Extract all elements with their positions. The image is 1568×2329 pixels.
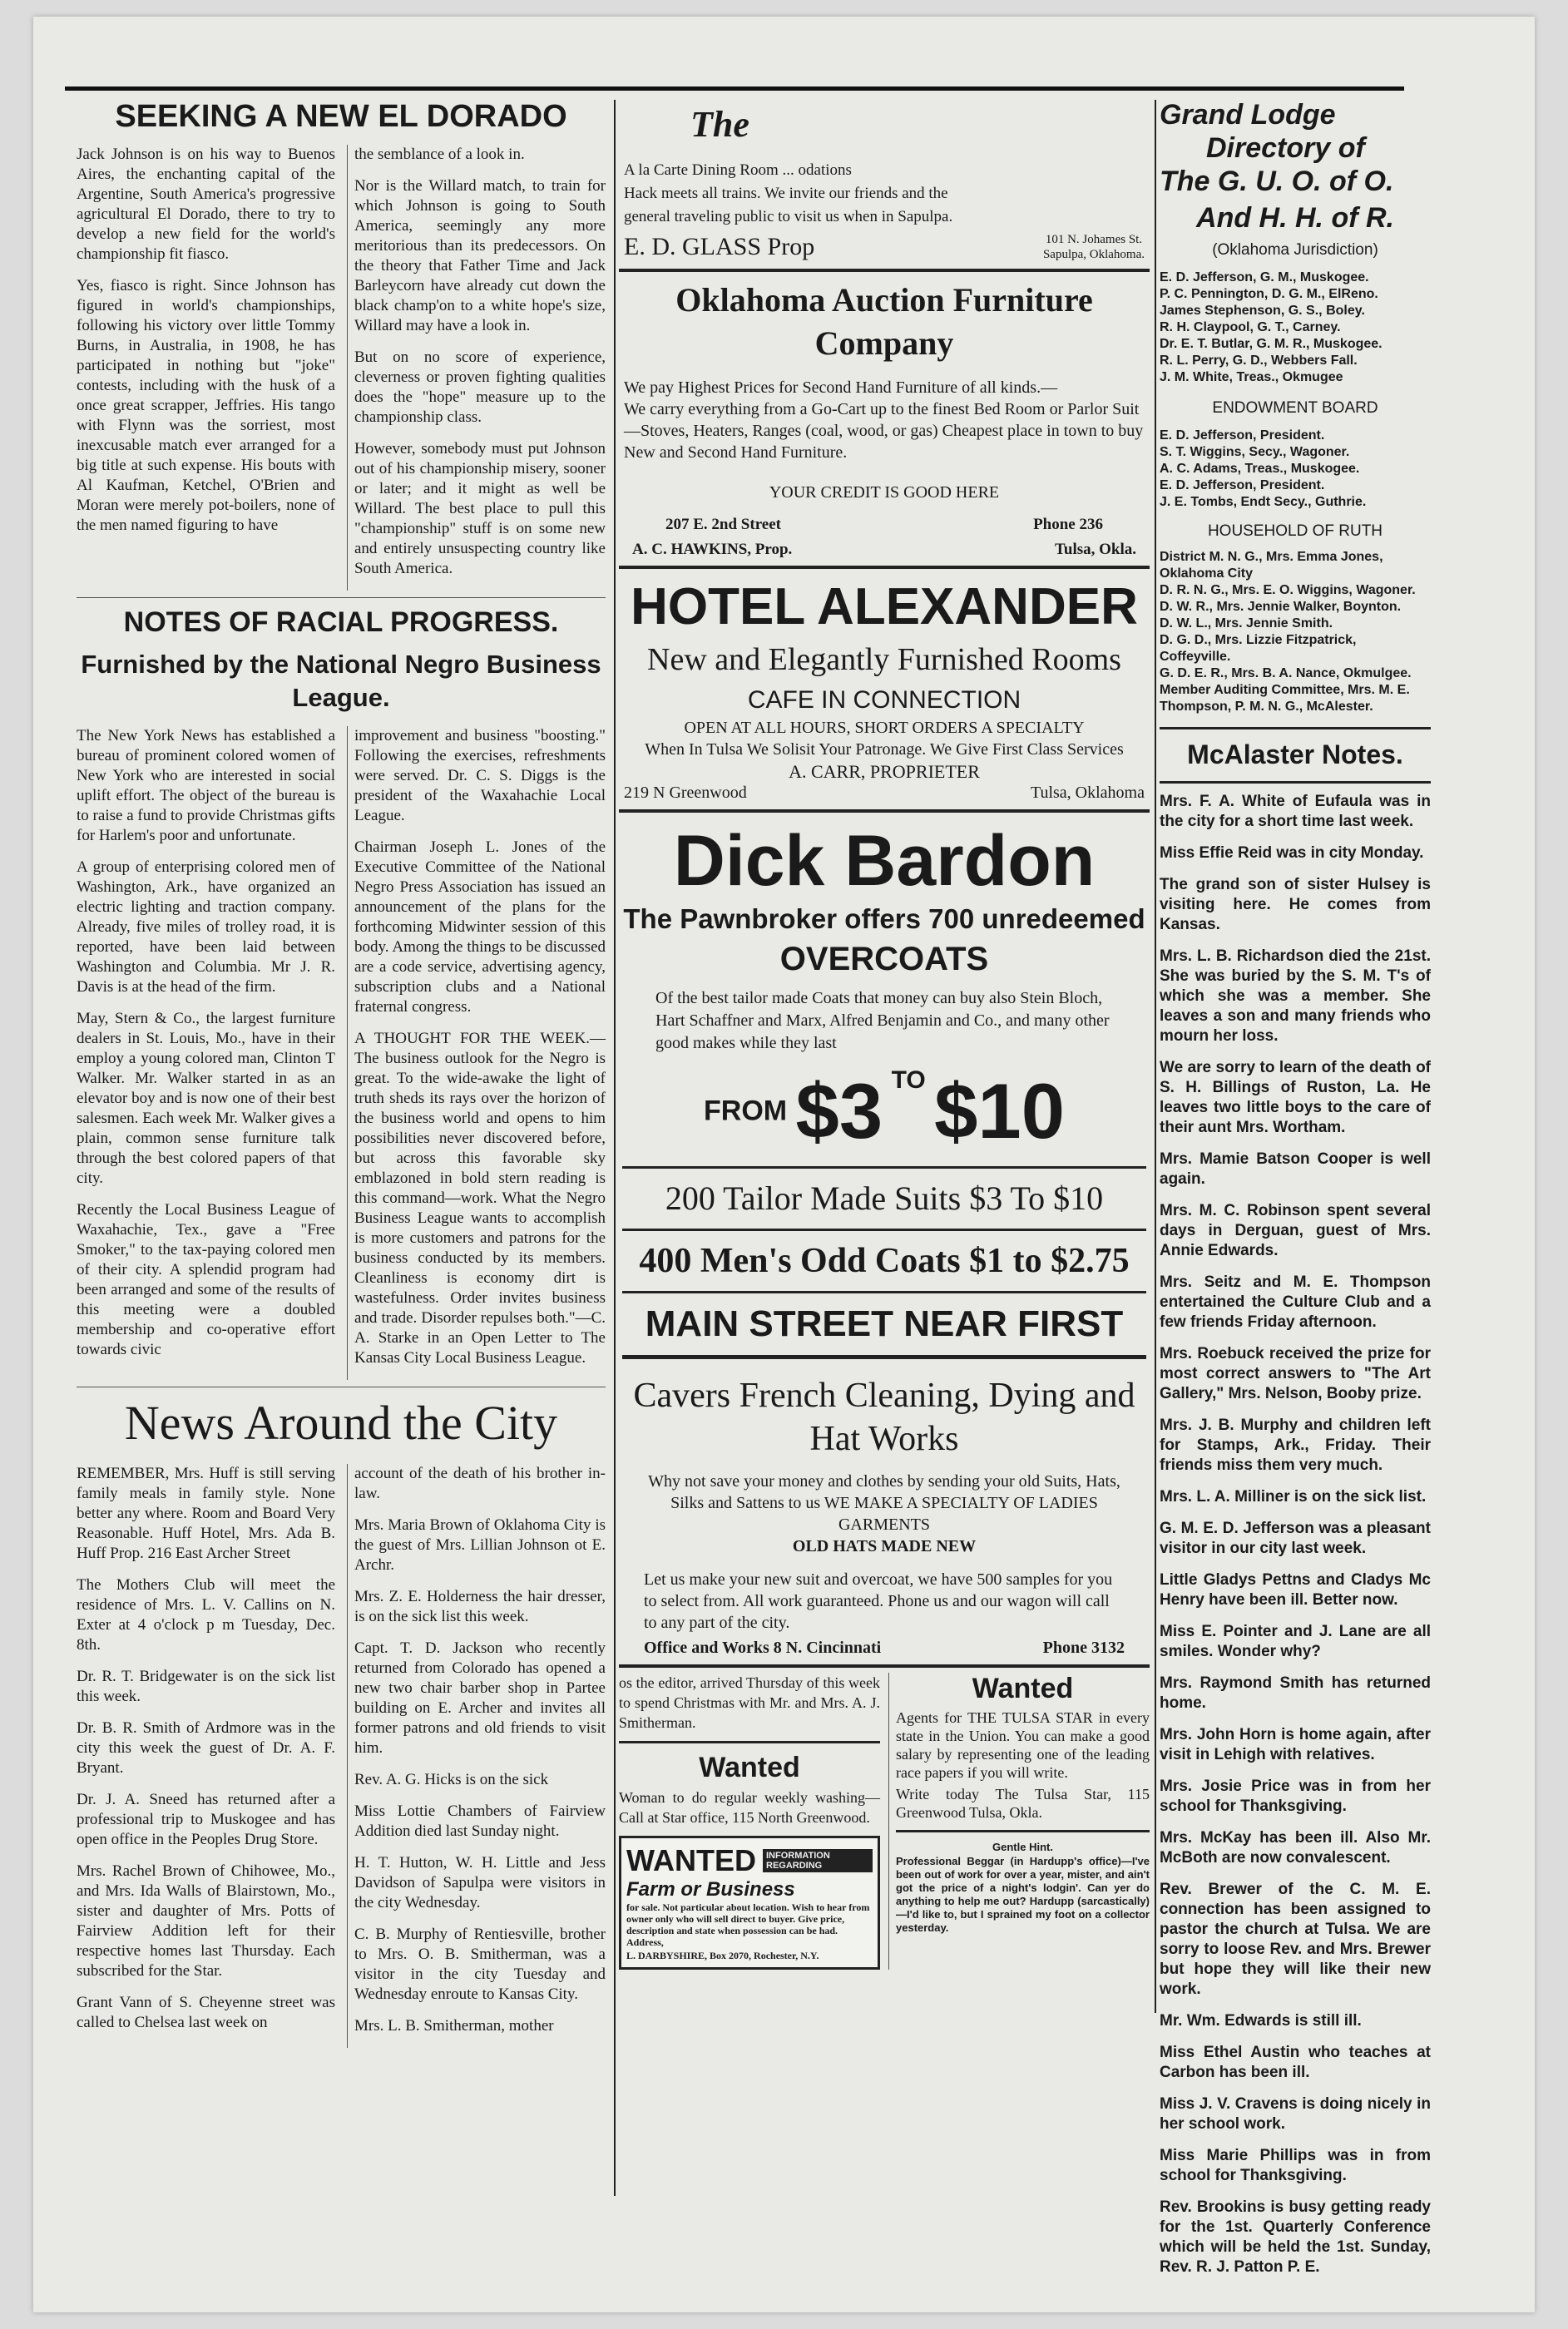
article-racial-progress-col2 [347,726,606,1380]
ad-title: Oklahoma Auction Furniture Company [675,281,1093,362]
article-el-dorado [77,145,606,591]
article-el-dorado-col2 [347,145,606,591]
officer: P. C. Pennington, D. G. M., ElReno. [1160,287,1378,301]
article-news-col2 [347,1464,606,2048]
paragraph: Yes, fiasco is right. Since Johnson has figured in world's championships, following his victory over little Tommy Burns, in Australia, in 1908, he has participated in nothing but "joke" contests, including with the husk of a once great scrapper, Jeffries. His tango with Flynn was the sorriest, most inexcusable match ever arranged for a big title at such expense. His bouts with Al Kaufman, Ketchel, O'Brien and Moran were merely pot-boilers, none of the men named figuring to have [77,277,335,534]
ad-item: OVERCOATS [779,941,989,977]
paragraph: Write today The Tulsa Star, 115 Greenwood Tulsa, Okla. [896,1786,1150,1821]
ruth-member: D. W. L., Mrs. Jennie Smith. [1160,616,1333,630]
paragraph: May, Stern & Co., the largest furniture dealers in St. Louis, Mo., have in their employ a young colored man, Clinton T Walker. Mr. Walker started in as an elevator boy and is now one of their best salesmen. Each week Mr. Walker gives a plain, common sense furniture talk through the best colored papers of that city. [77,1010,335,1187]
ad-text: Of the best tailor made Coats that money can buy also Stein Bloch, Hart Schaffner and Marx, Alfred Benjamin and Co., and many other good makes while they last [655,989,1110,1052]
endowment-member: E. D. Jefferson, President. [1160,428,1325,443]
ad-suits: 200 Tailor Made Suits $3 To $10 [665,1179,1104,1217]
ruth-member: D. G. D., Mrs. Lizzie Fitzpatrick, Coffeyville. [1160,633,1357,664]
ad-text: We pay Highest Prices for Second Hand Furniture of all kinds.— [624,378,1058,397]
wanted-title: Wanted [972,1673,1074,1704]
note: Little Gladys Pettns and Cladys Mc Henry have been ill. Better now. [1160,1571,1431,1609]
paragraph: Professional Beggar (in Hardupp's office)—I've been out of work for over a year, mister, and ain't got the price of a night's lodgin'. Can yer do anything to help me out? Hardupp (sarcastically)—I'd like to, but I sprained my foot on a collector yesterday. [896,1855,1150,1934]
paragraph: the semblance of a look in. [354,146,525,163]
divider [622,1166,1146,1169]
paragraph: Rev. A. G. Hicks is on the sick [354,1771,549,1788]
paragraph: But on no score of experience, cleverness or proven fighting qualities does the "hope" measure up to the championship class. [354,349,606,426]
note: G. M. E. D. Jefferson was a pleasant visitor in our city last week. [1160,1520,1431,1557]
ad-city: Tulsa, Okla. [1054,541,1136,558]
ad-address: 101 N. Johames St. [1045,233,1143,246]
ad-dick-bardon [619,813,1150,1374]
paragraph: However, somebody must put Johnson out of his championship misery, sooner or later; and it might as well be Willard. The best place to pull this "championship" stuff is on some new and entirely unsuspecting country like South America. [354,440,606,577]
paragraph: Mrs. Z. E. Holderness the hair dresser, is on the sick list this week. [354,1588,606,1625]
endowment-member: J. E. Tombs, Endt Secy., Guthrie. [1160,495,1367,509]
article-subtitle-racial-progress: Furnished by the National Negro Business League. [81,650,601,712]
bottom-ads [619,1673,1150,1970]
ad-subtitle: CAFE IN CONNECTION [747,686,1021,714]
bottom-right-ads [888,1673,1150,1970]
ad-to: TO [891,1066,926,1094]
ad-hotel-sapulpa [619,98,1150,272]
ad-address: Sapulpa, Oklahoma. [1042,248,1145,261]
paragraph: REMEMBER, Mrs. Huff is still serving family meals in family style. None better any where. Room and Board Very Reasonable. Huff Hotel, Mrs. Ada B. Huff Prop. 216 East Archer Street [77,1465,335,1562]
ad-title: Cavers French Cleaning, Dying and Hat Works [633,1377,1135,1458]
note: Mrs. Seitz and M. E. Thompson entertained the Culture Club and a few friends Friday afternoon. [1160,1273,1431,1331]
ad-text: We carry everything from a Go-Cart up to the finest Bed Room or Parlor Suit—Stoves, Heaters, Ranges (coal, wood, or gas) Cheapest place in town to buy New and Second Hand Furniture. [624,400,1144,462]
ad-text: Hack meets all trains. We invite our friends and the [624,185,948,202]
ad-title: The [690,104,749,145]
endowment-member: E. D. Jefferson, President. [1160,478,1325,492]
divider [622,1355,1146,1359]
top-rule [65,87,1404,91]
farm-ad-text: for sale. Not particular about location. Wish to hear from owner only who will sell direct to buyer. Give price, description and state when possession can be had. Address, [626,1901,870,1948]
paragraph: account of the death of his brother in-law. [354,1465,606,1502]
endowment-member: A. C. Adams, Treas., Muskogee. [1160,462,1360,476]
ruth-member: D. R. N. G., Mrs. E. O. Wiggins, Wagoner. [1160,583,1416,597]
article-title-news-around-city: News Around the City [124,1396,558,1450]
article-news-col1 [77,1464,335,2048]
note: Miss Effie Reid was in city Monday. [1160,844,1424,862]
note: Mrs. John Horn is home again, after visit in Lehigh with relatives. [1160,1726,1431,1763]
note: Mrs. Josie Price was in from her school for Thanksgiving. [1160,1778,1431,1815]
article-news-around-city [77,1464,606,2048]
article-title-racial-progress: NOTES OF RACIAL PROGRESS. [123,606,559,638]
ruth-member: District M. N. G., Mrs. Emma Jones, Oklahoma City [1160,550,1383,581]
ad-from: FROM [704,1095,788,1127]
farm-ad-subtitle: Farm or Business [626,1878,795,1901]
bottom-left-ads [619,1673,880,1970]
paragraph: os the editor, arrived Thursday of this week to spend Christmas with Mr. and Mrs. A. J. Smitherman. [619,1674,880,1731]
note: Mrs. L. B. Richardson died the 21st. She was buried by the S. M. T's of which she was a member. She leaves a son and many friends who mourn her loss. [1160,947,1431,1045]
paragraph: The New York News has established a bureau of prominent colored women of New York who are interested in social uplift effort. The object of the bureau is to raise a fund to provide Christmas gifts for Harlem's poor and unfortunate. [77,727,335,844]
paragraph: The Mothers Club will meet the residence of Mrs. L. V. Callins on N. Exter at 4 o'clock p m Tuesday, Dec. 8th. [77,1576,335,1654]
paragraph: Mrs. Maria Brown of Oklahoma City is the guest of Mrs. Lillian Johnson ot E. Archr. [354,1516,606,1574]
ad-phone: Phone 3132 [1042,1639,1125,1657]
ad-price-low: $3 [795,1067,883,1155]
note: Mrs. McKay has been ill. Also Mr. McBoth are now convalescent. [1160,1829,1431,1867]
paragraph: Capt. T. D. Jackson who recently returned from Colorado has opened a new two chair barber shop in Partee building on E. Archer and invites all former patrons and old friends to visit him. [354,1639,606,1757]
paragraph: Nor is the Willard match, to train for which Johnson is going to South America, seemingly any more meritorious than its predecessors. On the theory that Father Time and Jack Barleycorn have already cut down the black champ'on to a white hope's size, Willard may have a look in. [354,177,606,334]
ad-address: 219 N Greenwood [624,784,747,802]
note: Rev. Brookins is busy getting ready for the 1st. Quarterly Conference which will be held the 1st. Sunday, Rev. R. J. Patton P. E. [1160,2198,1431,2276]
note: Miss Marie Phillips was in from school for Thanksgiving. [1160,2147,1431,2184]
officer: E. D. Jefferson, G. M., Muskogee. [1160,270,1369,284]
note: Rev. Brewer of the C. M. E. connection has been assigned to pastor the church at Tulsa. We are sorry to loose Rev. and Mrs. Brewer but hope they will like their new work. [1160,1881,1431,1998]
note: Mrs. Raymond Smith has returned home. [1160,1674,1431,1712]
ruth-title: HOUSEHOLD OF RUTH [1207,522,1383,540]
divider [1160,781,1431,784]
ad-cavers-cleaning [619,1374,1150,1668]
paragraph: Recently the Local Business League of Waxahachie, Tex., gave a "Free Smoker," to the tax-paying colored men of their city. A splendid program had been arranged and some of the results of this meeting were a doubled membership and co-operative effort towards civic [77,1201,335,1358]
farm-wanted-ad [619,1836,880,1970]
ruth-member: Member Auditing Committee, Mrs. M. E. Thompson, P. M. N. G., McAlester. [1160,683,1410,714]
officer: R. H. Claypool, G. T., Carney. [1160,320,1341,334]
officer: James Stephenson, G. S., Boley. [1160,304,1365,318]
article-racial-progress [77,726,606,1380]
grand-lodge-directory [1160,98,1431,715]
officer: R. L. Perry, G. D., Webbers Fall. [1160,354,1358,368]
ad-text: Let us make your new suit and overcoat, we have 500 samples for you to select from. All work guaranteed. Phone us and our wagon will call to any part of the city. [644,1570,1113,1632]
article-title-el-dorado: SEEKING A NEW EL DORADO [115,99,567,134]
ad-address: Office and Works 8 N. Cincinnati [644,1639,882,1657]
column-divider-left [614,100,616,2196]
ad-hotel-alexander [619,569,1150,813]
paragraph: A group of enterprising colored men of Washington, Ark., have organized an electric lighting and traction company. Already, five miles of trolley road, it is reported, have been laid between Washington and Columbia. Mr J. R. Davis is at the head of the firm. [77,858,335,996]
directory-title: And H. H. of R. [1196,202,1394,234]
paragraph: Miss Lottie Chambers of Fairview Addition died last Sunday night. [354,1802,606,1840]
ruth-member: D. W. R., Mrs. Jennie Walker, Boynton. [1160,600,1402,614]
ruth-member: G. D. E. R., Mrs. B. A. Nance, Okmulgee. [1160,666,1412,680]
divider [1160,727,1431,729]
note: Mrs. Mamie Batson Cooper is well again. [1160,1150,1431,1188]
ad-title: Dick Bardon [673,821,1096,901]
right-column [1160,98,1431,2289]
note: Mrs. J. B. Murphy and children left for Stamps, Ark., Friday. Their friends miss them very much. [1160,1417,1431,1474]
ad-text: Why not save your money and clothes by sending your old Suits, Hats, Silks and Sattens to us WE MAKE A SPECIALTY OF LADIES GARMENTS [648,1472,1120,1534]
ad-proprietor: A. C. HAWKINS, Prop. [632,541,793,558]
paragraph: improvement and business "boosting." Following the exercises, refreshments were served. Dr. C. S. Diggs is the president of the Waxahachie Local League. [354,727,606,824]
note: Miss Ethel Austin who teaches at Carbon has been ill. [1160,2044,1431,2081]
wanted-title: Wanted [699,1752,800,1783]
ad-coats: 400 Men's Odd Coats $1 to $2.75 [639,1242,1130,1280]
note: Mr. Wm. Edwards is still ill. [1160,2012,1362,2030]
ad-text: A la Carte Dining Room ... odations [624,161,852,179]
note: We are sorry to learn of the death of S. H. Billings of Ruston, La. He leaves two little boys to the care of their aunt Mrs. Wortham. [1160,1059,1431,1136]
endowment-member: S. T. Wiggins, Secy., Wagoner. [1160,445,1350,459]
note: Mrs. Roebuck received the prize for most correct answers to "The Art Gallery," Mrs. Nelson, Booby prize. [1160,1345,1431,1402]
divider [619,1741,880,1743]
paragraph: Dr. B. R. Smith of Ardmore was in the city this week the guest of Dr. A. F. Bryant. [77,1719,335,1777]
farm-ad-title: WANTED [626,1843,756,1877]
note: Mrs. F. A. White of Eufaula was in the city for a short time last week. [1160,793,1431,830]
article-el-dorado-col1 [77,145,335,591]
ad-auction-furniture [619,272,1150,569]
divider [622,1229,1146,1231]
middle-column [619,98,1150,1970]
endowment-title: ENDOWMENT BOARD [1212,399,1378,417]
note: Miss E. Pointer and J. Lane are all smiles. Wonder why? [1160,1623,1431,1660]
ad-title: HOTEL ALEXANDER [631,578,1138,635]
ad-proprietor: E. D. GLASS Prop [624,233,815,260]
directory-title: Grand Lodge [1160,99,1336,131]
ad-credit: YOUR CREDIT IS GOOD HERE [769,483,1000,502]
ad-phone: Phone 236 [1033,516,1103,533]
ad-city: Tulsa, Oklahoma [1030,784,1145,802]
paragraph: Chairman Joseph L. Jones of the Executive Committee of the National Negro Press Association has issued an announcement of the plans for the forthcoming Midwinter session of this body. Among the things to be discussed are a code service, advertising agency, subscription clubs and a National fraternal congress. [354,838,606,1016]
article-racial-progress-col1 [77,726,335,1380]
ad-price-high: $10 [934,1067,1065,1155]
divider [896,1830,1150,1832]
officer: Dr. E. T. Butlar, G. M. R., Muskogee. [1160,337,1383,351]
divider [622,1291,1146,1293]
ad-text: OPEN AT ALL HOURS, SHORT ORDERS A SPECIALTY [684,719,1085,737]
ad-subtitle: The Pawnbroker offers 700 unredeemed [623,903,1145,934]
note: Miss J. V. Cravens is doing nicely in her school work. [1160,2095,1431,2133]
directory-jurisdiction: (Oklahoma Jurisdiction) [1212,241,1378,259]
paragraph: Dr. R. T. Bridgewater is on the sick list this week. [77,1668,335,1705]
paragraph: Grant Vann of S. Cheyenne street was called to Chelsea last week on [77,1994,335,2031]
officer: J. M. White, Treas., Okmugee [1160,370,1343,384]
note: Mrs. L. A. Milliner is on the sick list. [1160,1488,1427,1506]
note: The grand son of sister Hulsey is visiting here. He comes from Kansas. [1160,876,1431,933]
paragraph: C. B. Murphy of Rentiesville, brother to Mrs. O. B. Smitherman, was a visitor in the city Tuesday and Wednesday enroute to Kansas City. [354,1926,606,2003]
ad-address: 207 E. 2nd Street [665,516,781,533]
ad-text: OLD HATS MADE NEW [792,1537,977,1555]
paragraph: Woman to do regular weekly washing—Call at Star office, 115 North Greenwood. [619,1789,880,1826]
ad-location: MAIN STREET NEAR FIRST [645,1303,1124,1344]
ad-proprietor: A. CARR, PROPRIETER [789,761,980,782]
farm-ad-info: INFORMATION REGARDING [763,1849,873,1872]
left-column [77,98,606,2048]
paragraph: Jack Johnson is on his way to Buenos Aires, the enchanting capital of the Argentine, South America's progressive agricultural El Dorado, there to try to develop a new field for the world's championship fit fiasco. [77,146,335,263]
directory-title: The G. U. O. of O. [1160,166,1394,197]
note: Mrs. M. C. Robinson spent several days in Derguan, guest of Mrs. Annie Edwards. [1160,1202,1431,1259]
divider [77,597,606,598]
paragraph: Mrs. L. B. Smitherman, mother [354,2017,554,2035]
ad-text: When In Tulsa We Solisit Your Patronage. We Give First Class Services [645,740,1124,759]
paragraph: Mrs. Rachel Brown of Chihowee, Mo., and Mrs. Ida Walls of Blairstown, Mo., sister and daughter of Mrs. Potts of Fairview Addition left for their respective homes last Thursday. Each subscribed for the Star. [77,1862,335,1980]
ad-subtitle: New and Elegantly Furnished Rooms [647,642,1121,677]
mcalester-title: McAlaster Notes. [1187,739,1403,769]
paragraph: Dr. J. A. Sneed has returned after a professional trip to Muskogee and has open office in the Peoples Drug Store. [77,1791,335,1848]
directory-title: Directory of [1206,132,1365,164]
paragraph: Agents for THE TULSA STAR in every state in the Union. You can make a good salary by representing one of the leading race papers if you will write. [896,1709,1150,1781]
paragraph: H. T. Hutton, W. H. Little and Jess Davidson of Sapulpa were visitors in the city Wednesday. [354,1854,606,1911]
hint-title: Gentle Hint. [992,1841,1053,1853]
ad-text: general traveling public to visit us when in Sapulpa. [624,208,953,225]
column-divider-right [1155,100,1156,2013]
farm-ad-address: L. DARBYSHIRE, Box 2070, Rochester, N.Y. [626,1950,819,1961]
paragraph: A THOUGHT FOR THE WEEK.—The business outlook for the Negro is great. To the wide-awake the light of truth sheds its rays over the horizon of the business world and opens to him possibilities never discovered before, but across this favorable sky emblazoned in bold stern reading is this command—work. What the Negro Business League wants to accomplish is more customers and patrons for the business conducted by its members. Cleanliness is economy dirt is wastefulness. Order invites business and trade. Disorder repulses both."—C. A. Starke in an Open Letter to The Kansas City Local Business League. [354,1030,606,1367]
mcalester-notes [1160,738,1431,2277]
